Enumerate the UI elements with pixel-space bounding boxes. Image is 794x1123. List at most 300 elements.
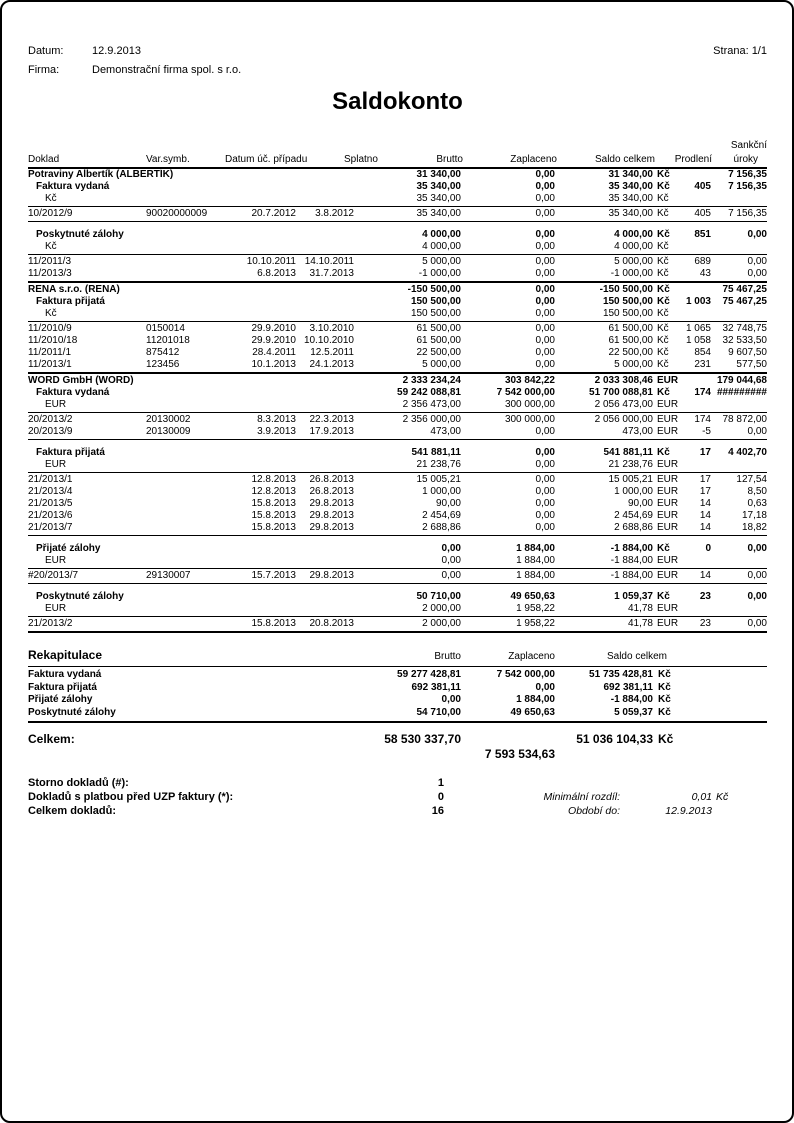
footer-row-right-currency: Kč bbox=[716, 791, 729, 803]
recap-row-currency: Kč bbox=[658, 669, 671, 680]
cell-sk: 75 467,25 bbox=[722, 284, 767, 295]
cell-br: 15 005,21 bbox=[416, 474, 461, 485]
recap-col-brutto: Brutto bbox=[434, 650, 461, 662]
cell-sk bbox=[711, 308, 767, 320]
cell-vs bbox=[146, 543, 226, 555]
cell-vs: 29130007 bbox=[146, 570, 191, 581]
currency-row bbox=[28, 193, 767, 205]
cell-sa: -1 884,00 bbox=[610, 555, 653, 566]
grand-total bbox=[28, 732, 767, 762]
cell-dk: 11/2013/3 bbox=[28, 268, 72, 279]
cell-sp: 10.10.2010 bbox=[303, 335, 354, 346]
footer-row bbox=[28, 804, 767, 818]
cell-du: 8.3.2013 bbox=[257, 414, 296, 425]
recap-row-label: Faktura přijatá bbox=[28, 681, 97, 693]
footer-row bbox=[28, 790, 767, 804]
recap-row-saldo: 5 059,37 bbox=[614, 706, 653, 718]
recap-header bbox=[28, 647, 767, 667]
detail-row bbox=[28, 335, 767, 347]
cell-sk: 32 748,75 bbox=[722, 323, 767, 334]
cell-pr bbox=[677, 459, 711, 471]
subtotal-row bbox=[28, 591, 767, 603]
cell-vs bbox=[146, 399, 226, 411]
cell-du bbox=[226, 591, 296, 603]
cell-vs: 20130009 bbox=[146, 426, 191, 437]
cell-du: 20.7.2012 bbox=[251, 208, 296, 219]
footer-row-label: Celkem dokladů: bbox=[28, 805, 117, 817]
cell-sp: 3.10.2010 bbox=[309, 323, 354, 334]
cell-pr: 43 bbox=[699, 268, 711, 279]
cell-dk: 11/2011/1 bbox=[28, 347, 72, 358]
cell-sa: -1 884,00 bbox=[610, 570, 653, 581]
cell-sk: 0,00 bbox=[747, 426, 767, 437]
cell-du: 15.8.2013 bbox=[251, 522, 296, 533]
cell-dk: Poskytnuté zálohy bbox=[36, 229, 124, 240]
cell-me: Kč bbox=[657, 323, 669, 334]
cell-vs: 0150014 bbox=[146, 323, 185, 334]
grand-total2-spacer4 bbox=[653, 747, 677, 762]
recap-row-brutto: 0,00 bbox=[441, 694, 461, 705]
cell-du: 15.7.2013 bbox=[251, 570, 296, 581]
cell-za: 0,00 bbox=[535, 208, 555, 219]
cell-me: Kč bbox=[657, 347, 669, 358]
cell-br: 2 454,69 bbox=[422, 510, 461, 521]
cell-za: 49 650,63 bbox=[510, 591, 555, 602]
cell-du bbox=[226, 603, 296, 615]
cell-me: EUR bbox=[657, 498, 679, 509]
cell-sa: 150 500,00 bbox=[602, 308, 653, 319]
cell-sk: 18,82 bbox=[741, 522, 767, 533]
cell-sa: 35 340,00 bbox=[608, 181, 653, 192]
cell-br: 0,00 bbox=[441, 570, 461, 581]
cell-za: 0,00 bbox=[535, 347, 555, 358]
detail-row bbox=[28, 474, 767, 486]
currency-row bbox=[28, 399, 767, 411]
cell-pr bbox=[677, 603, 711, 615]
col-header-splatno: Splatno bbox=[344, 154, 378, 165]
recap-col-zaplaceno: Zaplaceno bbox=[508, 650, 555, 662]
col-header-sankcni-line1: Sankční bbox=[730, 140, 767, 151]
cell-me: Kč bbox=[657, 387, 670, 398]
footer-row-right-label bbox=[444, 776, 620, 790]
cell-br: 2 000,00 bbox=[422, 618, 461, 629]
cell-du bbox=[226, 399, 296, 411]
cell-za: 0,00 bbox=[535, 522, 555, 533]
cell-sp bbox=[296, 591, 354, 603]
cell-du: 29.9.2010 bbox=[251, 335, 296, 346]
cell-sp bbox=[296, 399, 354, 411]
date-value: 12.9.2013 bbox=[92, 45, 141, 57]
footer-summary bbox=[28, 776, 767, 818]
table-body bbox=[28, 169, 767, 633]
document-header bbox=[28, 42, 767, 80]
recap-row bbox=[28, 682, 767, 695]
cell-dk: Přijaté zálohy bbox=[36, 543, 101, 554]
cell-pr bbox=[677, 169, 711, 181]
grand-total-zaplaceno-line2: 7 593 534,63 bbox=[484, 747, 555, 761]
cell-dk: Kč bbox=[45, 241, 57, 252]
cell-br: 22 500,00 bbox=[416, 347, 461, 358]
cell-sp bbox=[296, 181, 354, 193]
cell-dk: Faktura vydaná bbox=[36, 387, 110, 398]
recap-col-saldo: Saldo celkem bbox=[606, 650, 667, 662]
cell-br: 35 340,00 bbox=[416, 181, 461, 192]
recap-body bbox=[28, 667, 767, 723]
cell-du: 3.9.2013 bbox=[257, 426, 296, 437]
cell-sk: 0,00 bbox=[747, 543, 767, 554]
detail-row bbox=[28, 414, 767, 426]
separator-thin bbox=[28, 412, 767, 413]
subtotal-row bbox=[28, 229, 767, 241]
cell-sk bbox=[711, 241, 767, 253]
cell-pr: 1 003 bbox=[685, 296, 711, 307]
col-header-var-symb: Var.symb. bbox=[146, 154, 190, 165]
cell-pr: 851 bbox=[694, 229, 711, 240]
cell-sa: 1 000,00 bbox=[614, 486, 653, 497]
recap-row-brutto: 54 710,00 bbox=[416, 706, 461, 718]
cell-pr: 0 bbox=[705, 543, 711, 554]
cell-me: EUR bbox=[657, 603, 679, 614]
cell-sa: 35 340,00 bbox=[608, 208, 653, 219]
cell-pr: 17 bbox=[699, 486, 711, 497]
cell-sa: 90,00 bbox=[627, 498, 653, 509]
cell-br: 5 000,00 bbox=[422, 359, 461, 370]
cell-sa: -1 884,00 bbox=[610, 543, 653, 554]
separator-thin bbox=[28, 472, 767, 473]
cell-me: EUR bbox=[657, 426, 679, 437]
recap-row-brutto: 692 381,11 bbox=[411, 681, 461, 693]
cell-vs bbox=[146, 256, 226, 268]
cell-br: 4 000,00 bbox=[422, 229, 461, 240]
cell-sp bbox=[296, 375, 354, 387]
cell-sk: 0,63 bbox=[747, 498, 767, 509]
detail-row bbox=[28, 498, 767, 510]
cell-br: 2 000,00 bbox=[422, 603, 461, 614]
cell-du bbox=[226, 181, 296, 193]
cell-dk: 20/2013/9 bbox=[28, 426, 73, 437]
cell-dk: 11/2010/9 bbox=[28, 323, 72, 334]
detail-row bbox=[28, 486, 767, 498]
recap-row bbox=[28, 694, 767, 707]
cell-pr: 854 bbox=[694, 347, 711, 358]
grand-total2-spacer5 bbox=[677, 747, 767, 762]
subtotal-row bbox=[28, 181, 767, 193]
cell-za: 0,00 bbox=[535, 181, 555, 192]
cell-dk: EUR bbox=[45, 399, 67, 410]
recap-row-zaplaceno: 7 542 000,00 bbox=[496, 669, 555, 680]
cell-sa: 1 059,37 bbox=[614, 591, 653, 602]
detail-row bbox=[28, 256, 767, 268]
cell-sa: 61 500,00 bbox=[608, 335, 653, 346]
cell-dk: Kč bbox=[45, 193, 57, 204]
cell-vs bbox=[146, 447, 226, 459]
cell-pr: 174 bbox=[694, 414, 711, 425]
cell-pr bbox=[677, 375, 711, 387]
separator-thin bbox=[28, 616, 767, 617]
cell-br: 61 500,00 bbox=[416, 323, 461, 334]
cell-za: 0,00 bbox=[535, 447, 555, 458]
recap-row-label: Poskytnuté zálohy bbox=[28, 706, 116, 718]
cell-vs bbox=[146, 241, 226, 253]
cell-dk: 21/2013/4 bbox=[28, 486, 73, 497]
cell-sa: 2 688,86 bbox=[614, 522, 653, 533]
cell-pr: 689 bbox=[694, 256, 711, 267]
currency-row bbox=[28, 241, 767, 253]
cell-du bbox=[226, 387, 296, 399]
recap-col-spacer bbox=[677, 647, 767, 663]
cell-sp bbox=[296, 284, 354, 296]
cell-za: 0,00 bbox=[535, 459, 555, 470]
cell-sa: -1 000,00 bbox=[610, 268, 653, 279]
cell-vs bbox=[146, 229, 226, 241]
col-header-brutto: Brutto bbox=[436, 154, 463, 165]
cell-sp bbox=[296, 555, 354, 567]
cell-vs bbox=[146, 555, 226, 567]
cell-dk: 21/2013/7 bbox=[28, 522, 73, 533]
cell-za: 0,00 bbox=[535, 229, 555, 240]
cell-sk bbox=[711, 193, 767, 205]
cell-dk: 21/2013/5 bbox=[28, 498, 73, 509]
cell-me: EUR bbox=[657, 399, 679, 410]
cell-me: Kč bbox=[657, 296, 670, 307]
cell-vs: 20130002 bbox=[146, 414, 191, 425]
cell-br: 5 000,00 bbox=[422, 256, 461, 267]
recap-row-saldo: 692 381,11 bbox=[603, 681, 653, 693]
cell-br: 59 242 088,81 bbox=[397, 387, 461, 398]
cell-me: EUR bbox=[657, 522, 679, 533]
cell-me: EUR bbox=[657, 474, 679, 485]
cell-za: 0,00 bbox=[535, 284, 555, 295]
cell-vs bbox=[146, 193, 226, 205]
cell-sp bbox=[296, 387, 354, 399]
recap-row-zaplaceno: 0,00 bbox=[535, 681, 555, 693]
cell-sa: 5 000,00 bbox=[614, 256, 653, 267]
cell-sa: 31 340,00 bbox=[608, 169, 653, 180]
cell-br: 150 500,00 bbox=[410, 296, 461, 307]
cell-vs: 90020000009 bbox=[146, 208, 208, 219]
cell-du: 29.9.2010 bbox=[251, 323, 296, 334]
table-header bbox=[28, 140, 767, 169]
cell-sp bbox=[296, 543, 354, 555]
cell-dk: Faktura přijatá bbox=[36, 296, 105, 307]
separator-thin bbox=[28, 439, 767, 440]
cell-sk: 7 156,35 bbox=[728, 169, 767, 180]
recap-row-saldo: -1 884,00 bbox=[610, 694, 653, 705]
cell-sk: ######### bbox=[716, 387, 767, 398]
cell-vs bbox=[146, 510, 226, 522]
cell-du bbox=[226, 229, 296, 241]
cell-br: 31 340,00 bbox=[416, 169, 461, 180]
cell-za: 0,00 bbox=[535, 474, 555, 485]
cell-br: 2 356 473,00 bbox=[402, 399, 461, 410]
cell-dk: EUR bbox=[45, 603, 67, 614]
footer-row bbox=[28, 776, 767, 790]
date-label: Datum: bbox=[28, 45, 64, 57]
cell-vs bbox=[146, 591, 226, 603]
recap-row-brutto: 59 277 428,81 bbox=[397, 669, 461, 680]
cell-za: 0,00 bbox=[535, 296, 555, 307]
cell-me: Kč bbox=[657, 543, 670, 554]
cell-br: 4 000,00 bbox=[422, 241, 461, 252]
footer-row-right-value: 0,01 bbox=[691, 791, 712, 803]
col-header-zaplaceno: Zaplaceno bbox=[510, 154, 557, 165]
footer-row-count: 0 bbox=[437, 791, 444, 803]
cell-br: 2 356 000,00 bbox=[402, 414, 461, 425]
footer-row-label: Dokladů s platbou před UZP faktury (*): bbox=[28, 791, 234, 803]
cell-sp: 29.8.2013 bbox=[309, 522, 354, 533]
cell-du: 12.8.2013 bbox=[251, 474, 296, 485]
cell-za: 300 000,00 bbox=[504, 414, 555, 425]
cell-me: EUR bbox=[657, 570, 679, 581]
cell-vs: 875412 bbox=[146, 347, 180, 358]
cell-me: Kč bbox=[657, 208, 669, 219]
cell-pr bbox=[677, 308, 711, 320]
cell-sp: 3.8.2012 bbox=[315, 208, 354, 219]
cell-du bbox=[226, 555, 296, 567]
separator-thin bbox=[28, 254, 767, 255]
cell-dk: Kč bbox=[45, 308, 57, 319]
cell-sa: 2 033 308,46 bbox=[594, 375, 653, 386]
cell-vs: 123456 bbox=[146, 359, 180, 370]
cell-sa: 41,78 bbox=[627, 618, 653, 629]
cell-dk: Faktura přijatá bbox=[36, 447, 105, 458]
cell-me: Kč bbox=[657, 229, 670, 240]
cell-dk: EUR bbox=[45, 459, 67, 470]
cell-sk: 4 402,70 bbox=[728, 447, 767, 458]
grand-total2-spacer1 bbox=[28, 747, 354, 762]
report-title: Saldokonto bbox=[332, 88, 463, 115]
cell-dk: 11/2011/3 bbox=[28, 256, 72, 267]
cell-vs bbox=[146, 375, 226, 387]
cell-sp: 26.8.2013 bbox=[309, 486, 354, 497]
cell-me: Kč bbox=[657, 268, 669, 279]
cell-br: 61 500,00 bbox=[416, 335, 461, 346]
cell-sa: 15 005,21 bbox=[608, 474, 653, 485]
cell-me: EUR bbox=[657, 414, 679, 425]
cell-dk: 11/2010/18 bbox=[28, 335, 78, 346]
cell-br: 90,00 bbox=[435, 498, 461, 509]
cell-me: Kč bbox=[657, 447, 670, 458]
col-header-sankcni-line2: úroky bbox=[733, 154, 758, 165]
cell-vs bbox=[146, 268, 226, 280]
cell-me: Kč bbox=[657, 169, 670, 180]
cell-dk: EUR bbox=[45, 555, 67, 566]
detail-row bbox=[28, 347, 767, 359]
cell-br: 541 881,11 bbox=[411, 447, 461, 458]
cell-sk: 17,18 bbox=[741, 510, 767, 521]
cell-za: 0,00 bbox=[535, 241, 555, 252]
cell-pr: 1 058 bbox=[685, 335, 711, 346]
cell-za: 0,00 bbox=[535, 426, 555, 437]
cell-za: 1 958,22 bbox=[516, 618, 555, 629]
cell-vs bbox=[146, 296, 226, 308]
footer-row-right-value bbox=[620, 776, 712, 790]
separator-thin bbox=[28, 221, 767, 222]
cell-du bbox=[226, 543, 296, 555]
cell-sp: 31.7.2013 bbox=[309, 268, 354, 279]
cell-br: 0,00 bbox=[441, 543, 461, 554]
separator-thin bbox=[28, 206, 767, 207]
footer-row-right-value: 12.9.2013 bbox=[665, 805, 712, 817]
cell-sk: 78 872,00 bbox=[722, 414, 767, 425]
cell-du bbox=[226, 296, 296, 308]
recap-row-currency: Kč bbox=[658, 694, 671, 705]
cell-vs bbox=[146, 387, 226, 399]
cell-du: 10.1.2013 bbox=[251, 359, 296, 370]
cell-pr: 23 bbox=[699, 591, 711, 602]
cell-sp bbox=[296, 241, 354, 253]
cell-dk: Potraviny Albertík (ALBERTÍK) bbox=[28, 169, 174, 180]
detail-row bbox=[28, 570, 767, 582]
cell-du bbox=[226, 375, 296, 387]
cell-pr: 17 bbox=[699, 474, 711, 485]
cell-sa: 2 454,69 bbox=[614, 510, 653, 521]
recap-row-label: Faktura vydaná bbox=[28, 669, 102, 680]
cell-me: EUR bbox=[657, 618, 679, 629]
cell-vs bbox=[146, 459, 226, 471]
recap-row bbox=[28, 669, 767, 682]
cell-sa: 21 238,76 bbox=[608, 459, 653, 470]
cell-pr: 405 bbox=[694, 208, 711, 219]
recap-row-zaplaceno: 1 884,00 bbox=[516, 694, 555, 705]
cell-me: EUR bbox=[657, 555, 679, 566]
cell-za: 0,00 bbox=[535, 193, 555, 204]
cell-br: -1 000,00 bbox=[418, 268, 461, 279]
cell-dk: #20/2013/7 bbox=[28, 570, 79, 581]
currency-row bbox=[28, 555, 767, 567]
separator-thin bbox=[28, 583, 767, 584]
cell-pr: 14 bbox=[699, 570, 711, 581]
cell-vs bbox=[146, 181, 226, 193]
currency-row bbox=[28, 308, 767, 320]
cell-sa: 35 340,00 bbox=[608, 193, 653, 204]
detail-row bbox=[28, 268, 767, 280]
cell-dk: Poskytnuté zálohy bbox=[36, 591, 124, 602]
cell-sa: 61 500,00 bbox=[608, 323, 653, 334]
cell-za: 0,00 bbox=[535, 498, 555, 509]
grand-total2-spacer2 bbox=[354, 747, 461, 762]
cell-du bbox=[226, 284, 296, 296]
cell-sp: 26.8.2013 bbox=[309, 474, 354, 485]
cell-za: 1 884,00 bbox=[516, 543, 555, 554]
cell-sp bbox=[296, 603, 354, 615]
cell-pr: 1 065 bbox=[685, 323, 711, 334]
footer-row-count: 16 bbox=[431, 805, 444, 817]
cell-me: EUR bbox=[657, 459, 679, 470]
cell-pr bbox=[677, 193, 711, 205]
cell-sa: 541 881,11 bbox=[603, 447, 653, 458]
partner-row bbox=[28, 375, 767, 387]
recap-row-spacer bbox=[677, 694, 767, 707]
cell-pr: 174 bbox=[694, 387, 711, 398]
cell-za: 0,00 bbox=[535, 169, 555, 180]
cell-vs bbox=[146, 169, 226, 181]
cell-me: Kč bbox=[657, 256, 669, 267]
grand-total2-spacer3 bbox=[555, 747, 653, 762]
cell-du: 15.8.2013 bbox=[251, 510, 296, 521]
cell-sp bbox=[296, 459, 354, 471]
cell-vs bbox=[146, 618, 226, 630]
cell-dk: 10/2012/9 bbox=[28, 208, 73, 219]
cell-pr: 14 bbox=[699, 522, 711, 533]
cell-du: 6.8.2013 bbox=[257, 268, 296, 279]
cell-dk: 20/2013/2 bbox=[28, 414, 73, 425]
cell-br: 2 688,86 bbox=[422, 522, 461, 533]
cell-pr: 23 bbox=[699, 618, 711, 629]
cell-sk bbox=[711, 603, 767, 615]
grand-total-zaplaceno-spacer bbox=[461, 732, 555, 747]
cell-br: 473,00 bbox=[430, 426, 461, 437]
